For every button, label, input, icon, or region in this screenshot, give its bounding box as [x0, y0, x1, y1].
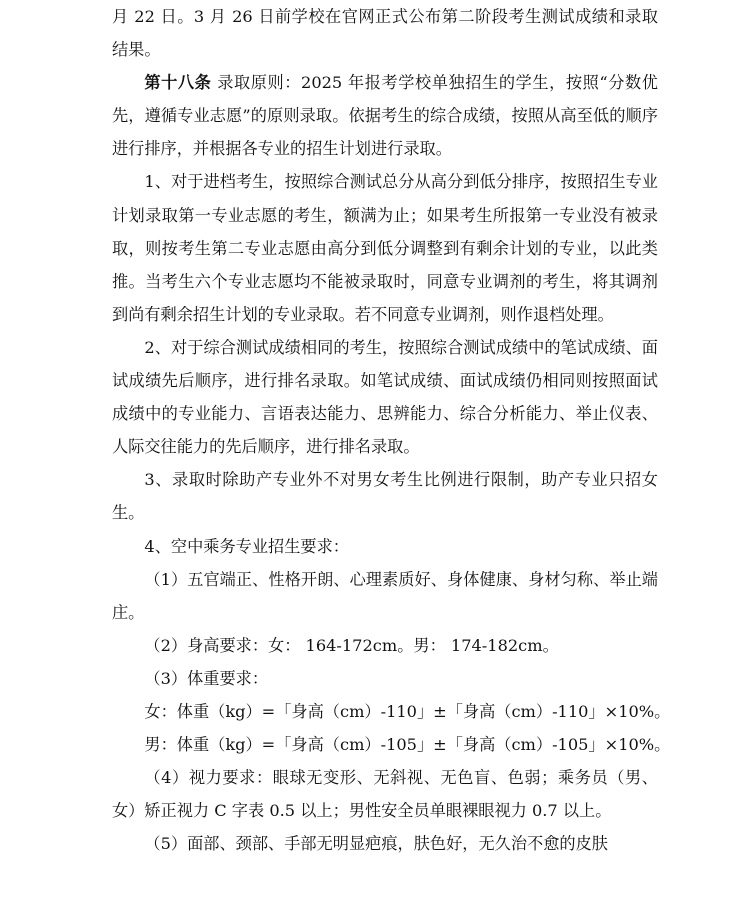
- paragraph-rule-4: 4、空中乘务专业招生要求：: [144, 536, 349, 556]
- paragraph-requirement-skin: （5）面部、颈部、手部无明显疤痕，肤色好，无久治不愈的皮肤: [144, 834, 608, 854]
- article-title: 第十八条: [144, 73, 212, 93]
- paragraph-rule-2: 2、对于综合测试成绩相同的考生，按照综合测试成绩中的笔试成绩、面试成绩先后顺序，进行排名录取。如笔试成绩、面试成绩仍相同则按照面试成绩中的专业能力、言语表达能力、思辨能力、综合分析能力、举止仪表、人际交往能力的先后顺序，进行排名录取。: [112, 337, 658, 457]
- paragraph-announcement-dates: 月 22 日。3 月 26 日前学校在官网正式公布第二阶段考生测试成绩和录取结果。: [112, 7, 658, 60]
- paragraph-requirement-appearance: （1）五官端正、性格开朗、心理素质好、身体健康、身材匀称、举止端庄。: [112, 569, 658, 622]
- paragraph-weight-male: 男：体重（kg）=「身高（cm）-105」±「身高（cm）-105」×10%。: [144, 735, 671, 755]
- paragraph-requirement-weight: （3）体重要求：: [144, 668, 269, 688]
- paragraph-weight-female: 女：体重（kg）=「身高（cm）-110」±「身高（cm）-110」×10%。: [144, 701, 671, 721]
- paragraph-rule-1: 1、对于进档考生，按照综合测试总分从高分到低分排序，按照招生专业计划录取第一专业志愿的考生，额满为止；如果考生所报第一专业没有被录取，则按考生第二专业志愿由高分到低分调整到有剩余计划的专业，以此类推。当考生六个专业志愿均不能被录取时，同意专业调剂的考生，将其调剂到尚有剩余招生计划的专业录取。若不同意专业调剂，则作退档处理。: [112, 172, 658, 324]
- paragraph-rule-3: 3、录取时除助产专业外不对男女考生比例进行限制，助产专业只招女生。: [112, 470, 658, 523]
- paragraph-requirement-height: （2）身高要求：女： 164-172cm。男： 174-182cm。: [144, 635, 559, 655]
- paragraph-article-18: [112, 66, 658, 165]
- paragraph-requirement-vision: （4）视力要求：眼球无变形、无斜视、无色盲、色弱；乘务员（男、女）矫正视力 C 字表 0.5 以上；男性安全员单眼裸眼视力 0.7 以上。: [112, 768, 658, 821]
- article-body: 录取原则：2025 年报考学校单独招生的学生，按照“分数优先，遵循专业志愿”的原则录取。依据考生的综合成绩，按照从高至低的顺序进行排序，并根据各专业的招生计划进行录取。: [112, 73, 658, 159]
- document-page: [112, 0, 671, 860]
